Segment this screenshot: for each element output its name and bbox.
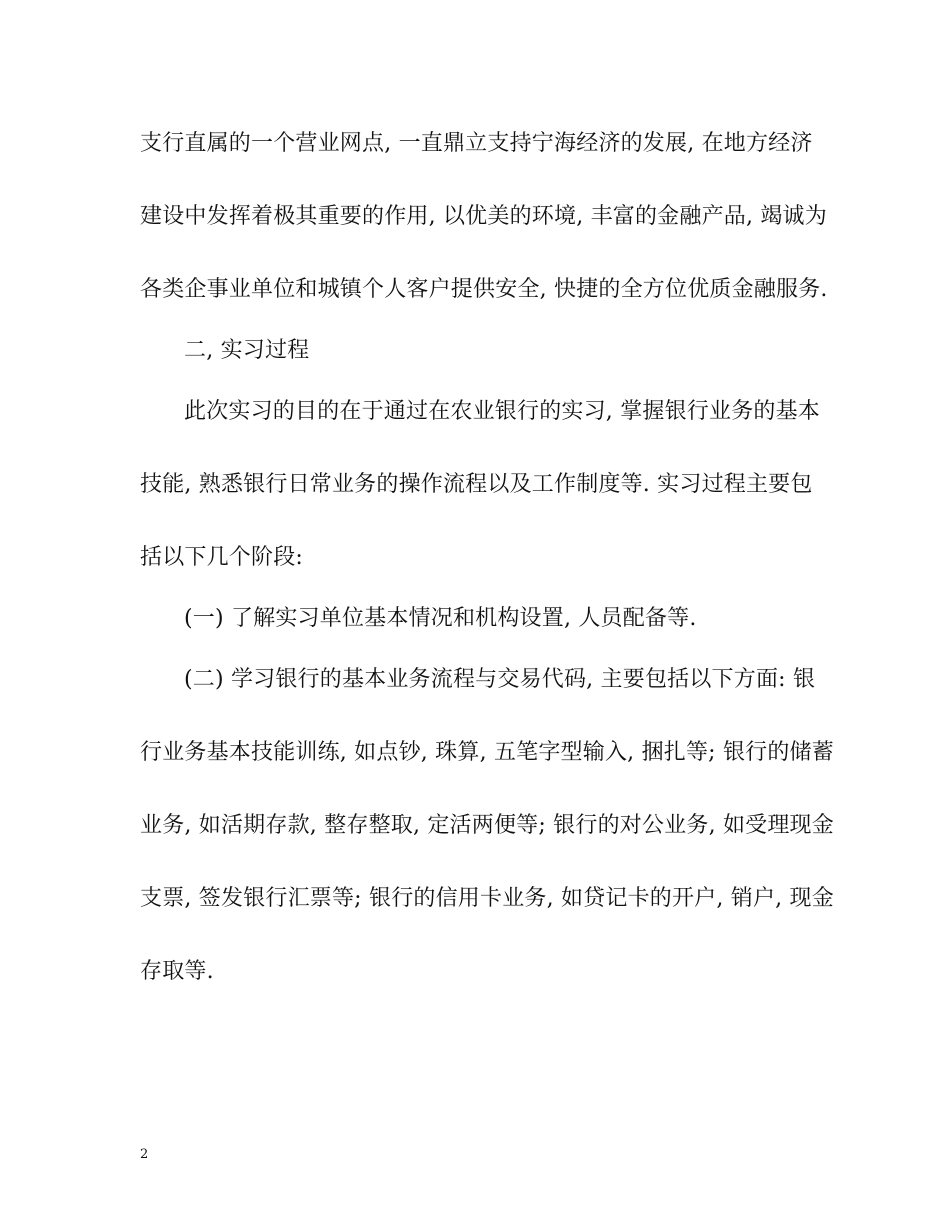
body-line-11: 业务, 如活期存款, 整存整取, 定活两便等; 银行的对公业务, 如受理现金 — [140, 813, 834, 838]
list-item-1: (一) 了解实习单位基本情况和机构设置, 人员配备等. — [184, 606, 697, 631]
body-line-1: 支行直属的一个营业网点, 一直鼎立支持宁海经济的发展, 在地方经济 — [140, 131, 813, 156]
page-number: 2 — [140, 1147, 149, 1162]
body-line-7: 括以下几个阶段: — [140, 545, 304, 570]
body-line-13: 存取等. — [140, 959, 214, 984]
section-heading: 二, 实习过程 — [184, 338, 310, 363]
body-line-6: 技能, 熟悉银行日常业务的操作流程以及工作制度等. 实习过程主要包 — [140, 472, 813, 497]
body-line-3: 各类企事业单位和城镇个人客户提供安全, 快捷的全方位优质金融服务. — [140, 277, 828, 302]
body-line-10: 行业务基本技能训练, 如点钞, 珠算, 五笔字型输入, 捆扎等; 银行的储蓄 — [140, 740, 834, 765]
body-line-2: 建设中发挥着极其重要的作用, 以优美的环境, 丰富的金融产品, 竭诚为 — [140, 204, 827, 229]
body-line-5: 此次实习的目的在于通过在农业银行的实习, 掌握银行业务的基本 — [184, 399, 820, 424]
body-line-12: 支票, 签发银行汇票等; 银行的信用卡业务, 如贷记卡的开户, 销户, 现金 — [140, 886, 834, 911]
list-item-2: (二) 学习银行的基本业务流程与交易代码, 主要包括以下方面: 银 — [184, 667, 816, 692]
